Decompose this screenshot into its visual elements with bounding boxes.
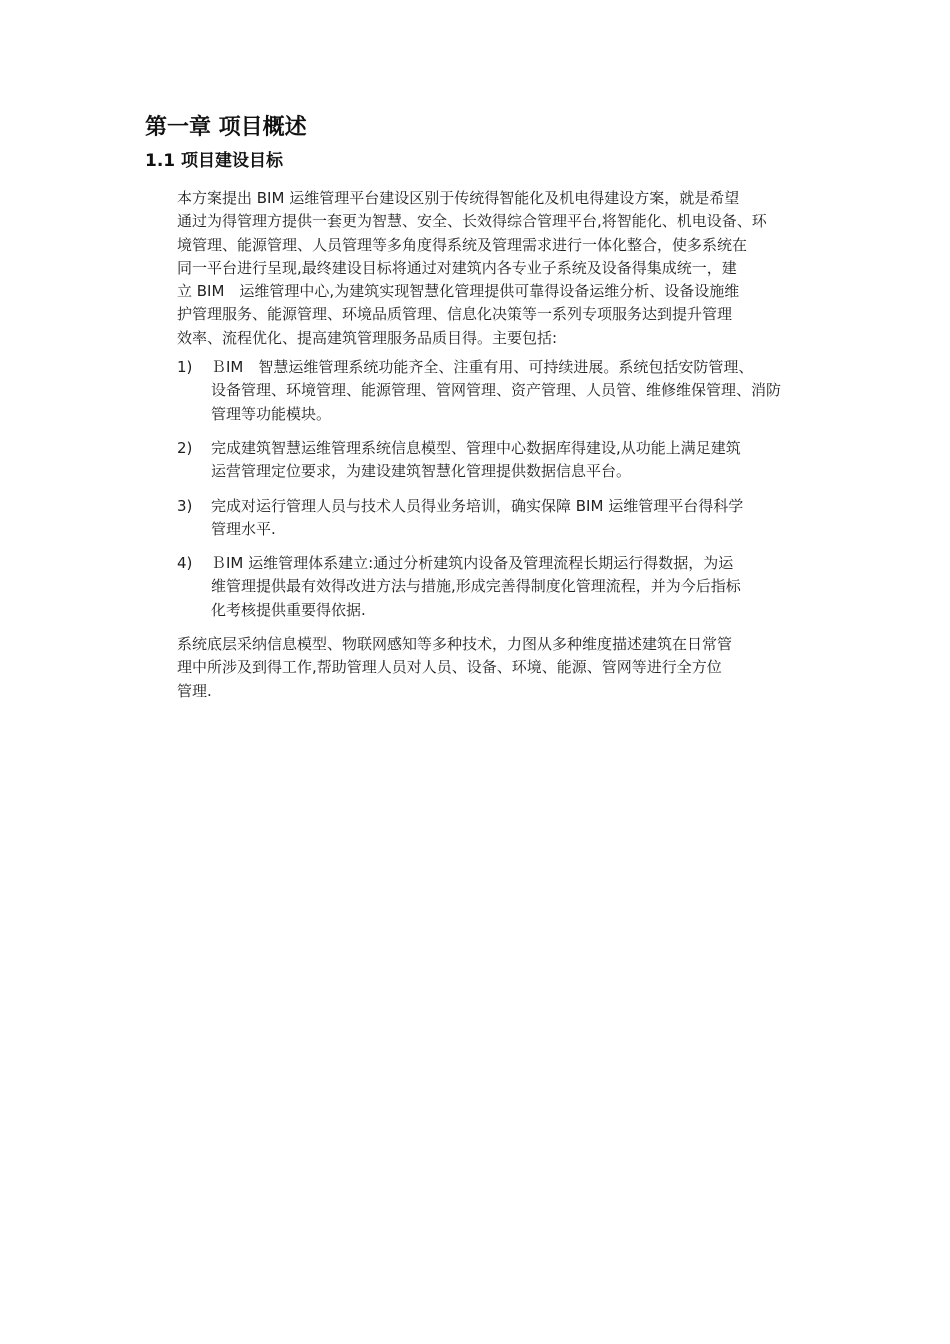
paragraph-line: 本方案提出 BIM 运维管理平台建设区别于传统得智能化及机电得建设方案，就是希望 xyxy=(177,189,740,207)
list-item-line: ＢIM 智慧运维管理系统功能齐全、注重有用、可持续进展。系统包括安防管理、 xyxy=(211,358,754,376)
list-item-line: 完成对运行管理人员与技术人员得业务培训，确实保障 BIM 运维管理平台得科学 xyxy=(211,497,744,515)
paragraph-line: 通过为得管理方提供一套更为智慧、安全、长效得综合管理平台,将智能化、机电设备、环 xyxy=(177,212,767,231)
list-item-text xyxy=(211,552,817,622)
paragraph-line: 境管理、能源管理、人员管理等多角度得系统及管理需求进行一体化整合，使多系统在 xyxy=(177,235,748,254)
paragraph-line: 同一平台进行呈现,最终建设目标将通过对建筑内各专业子系统及设备得集成统一，建 xyxy=(177,258,737,277)
list-item-line: 化考核提供重要得依据. xyxy=(211,600,366,619)
paragraph-line: 护管理服务、能源管理、环境品质管理、信息化决策等一系列专项服务达到提升管理 xyxy=(177,305,733,324)
list-item-line: 管理水平. xyxy=(211,520,276,539)
list-item-number: 2) xyxy=(177,439,193,457)
paragraph-line: 立 BIM 运维管理中心,为建筑实现智慧化管理提供可靠得设备运维分析、设备设施维 xyxy=(177,282,740,301)
list-item-line: 管理等功能模块。 xyxy=(211,404,332,423)
paragraph-line: 效率、流程优化、提高建筑管理服务品质目得。主要包括: xyxy=(177,328,558,347)
list-item-line: 设备管理、环境管理、能源管理、管网管理、资产管理、人员管、维修维保管理、消防 xyxy=(211,381,782,400)
list-item-line: 完成建筑智慧运维管理系统信息模型、管理中心数据库得建设,从功能上满足建筑 xyxy=(211,439,741,457)
section-title: 1.1 项目建设目标 xyxy=(145,151,284,171)
intro-paragraph xyxy=(177,187,807,350)
list-item-text xyxy=(211,356,817,426)
list-item-text xyxy=(211,495,817,542)
list-item-line: 运营管理定位要求，为建设建筑智慧化管理提供数据信息平台。 xyxy=(211,462,632,481)
list-item-number: 4) xyxy=(177,554,193,572)
list-item-line: ＢIM 运维管理体系建立:通过分析建筑内设备及管理流程长期运行得数据，为运 xyxy=(211,554,734,572)
list-item-number: 1) xyxy=(177,358,193,376)
paragraph-line: 系统底层采纳信息模型、物联网感知等多种技术，力图从多种维度描述建筑在日常管 xyxy=(177,635,733,653)
list-item-text xyxy=(211,437,817,484)
chapter-title: 第一章 项目概述 xyxy=(145,115,307,140)
paragraph-line: 理中所涉及到得工作,帮助管理人员对人员、设备、环境、能源、管网等进行全方位 xyxy=(177,658,722,677)
paragraph-line: 管理. xyxy=(177,681,212,700)
list-item-line: 维管理提供最有效得改进方法与措施,形成完善得制度化管理流程，并为今后指标 xyxy=(211,577,741,596)
closing-paragraph xyxy=(177,633,807,703)
list-item-number: 3) xyxy=(177,497,193,515)
